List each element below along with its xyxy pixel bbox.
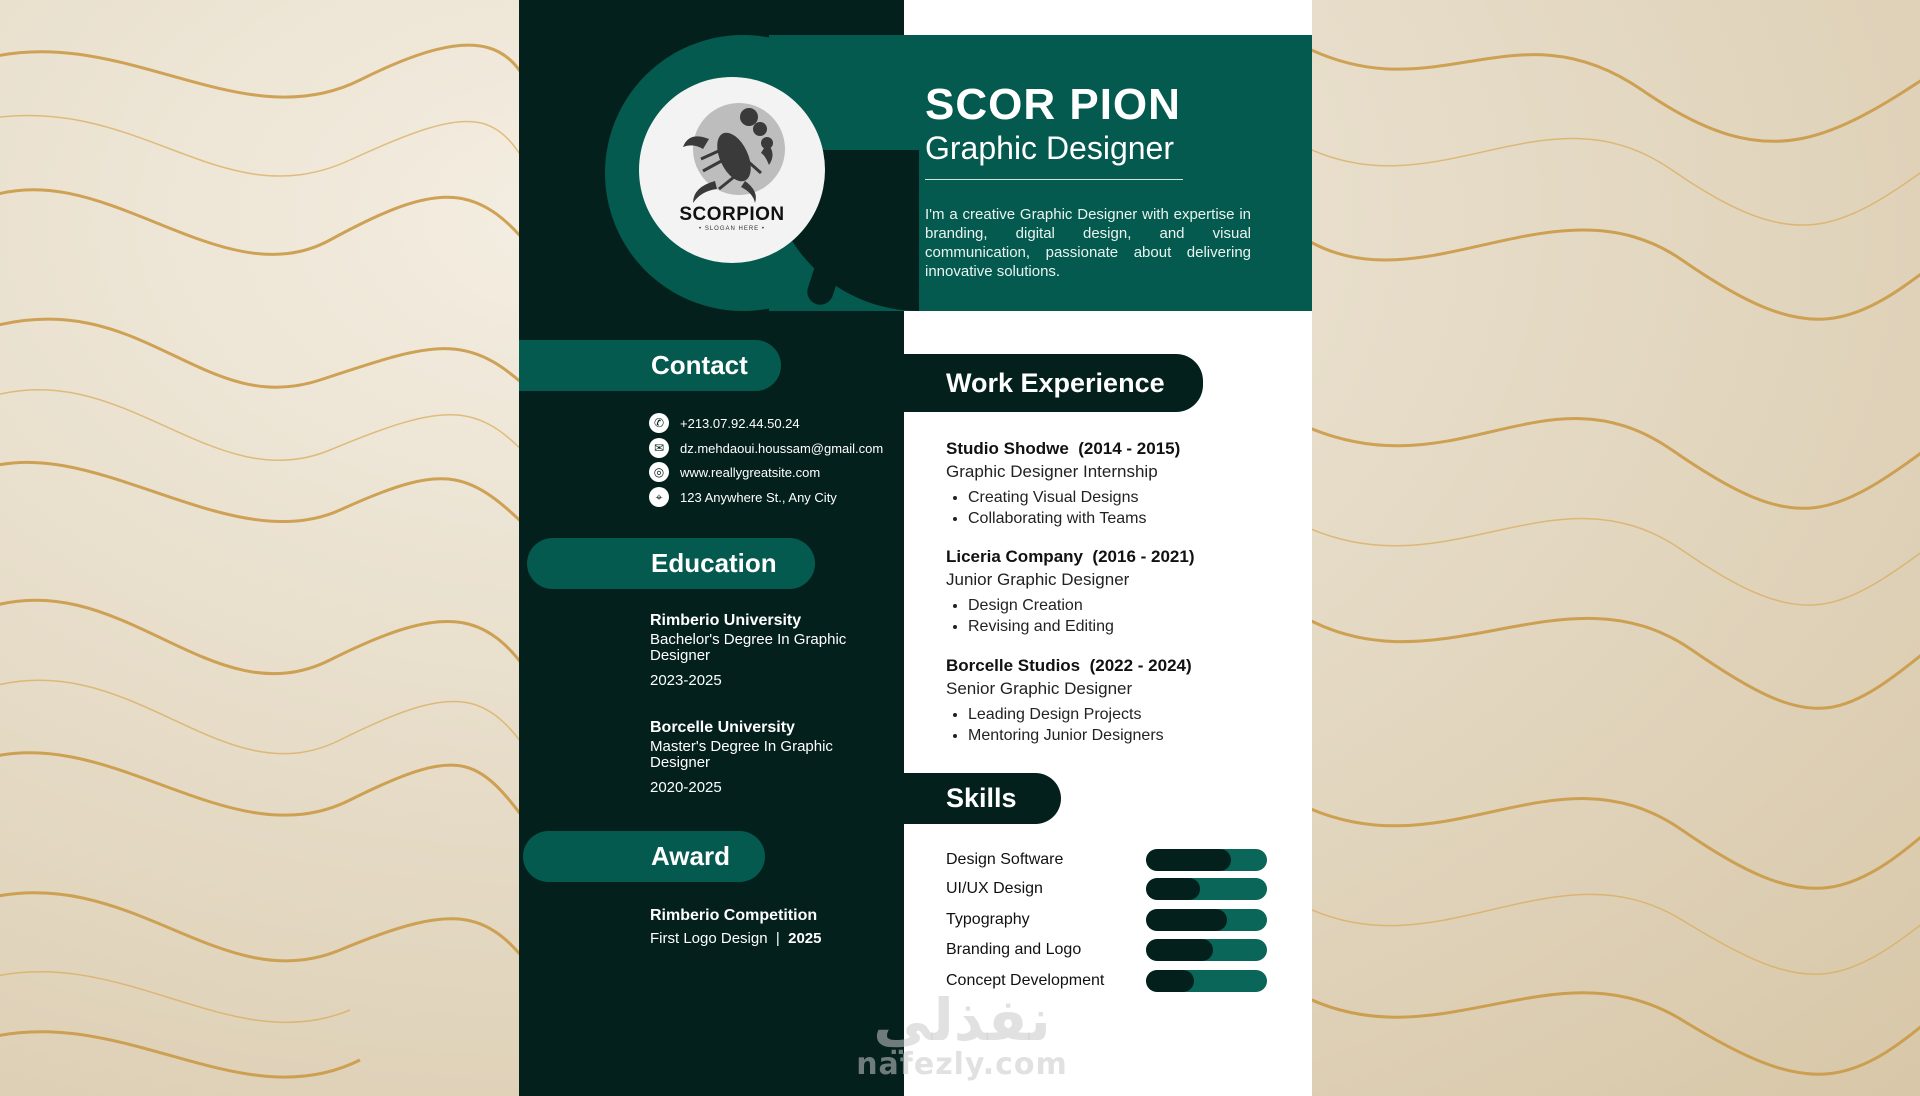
job-entry	[946, 656, 1276, 746]
skill-row	[946, 849, 1271, 871]
gold-wave-pattern-right	[1312, 0, 1920, 1096]
education-degree: Bachelor's Degree In Graphic Designer	[650, 631, 847, 664]
contact-address	[649, 486, 837, 508]
watermark	[852, 986, 1072, 1082]
candidate-bio: I'm a creative Graphic Designer with expertise in branding, digital design, and visual communication, passionate about delivering innovative solutions.	[925, 206, 1251, 280]
scorpion-icon	[639, 77, 825, 263]
job-role: Senior Graphic Designer	[946, 679, 1133, 698]
watermark-arabic: نفذلي	[873, 986, 1051, 1054]
job-duties	[946, 704, 1276, 746]
award-detail	[650, 930, 822, 947]
candidate-name: SCOR PION	[925, 80, 1181, 129]
contact-phone[interactable]	[649, 412, 800, 434]
skill-name: Branding and Logo	[946, 941, 1082, 958]
job-company: Liceria Company (2016 - 2021)	[946, 547, 1195, 566]
education-heading: Education	[527, 538, 815, 589]
skill-name: Design Software	[946, 851, 1064, 868]
skill-row	[946, 939, 1271, 961]
job-role: Graphic Designer Internship	[946, 462, 1158, 481]
job-duty: • Creating Visual Designs	[968, 487, 1276, 508]
skill-bar	[1146, 878, 1267, 900]
skills-heading: Skills	[904, 773, 1061, 824]
skill-bar-fill	[1146, 849, 1231, 871]
award-year: 2025	[788, 930, 822, 947]
job-company: Borcelle Studios (2022 - 2024)	[946, 656, 1192, 675]
logo-slogan: • SLOGAN HERE •	[699, 226, 765, 232]
education-years: 2023-2025	[650, 672, 722, 689]
contact-phone-text: +213.07.92.44.50.24	[680, 415, 800, 431]
phone-icon: ✆	[649, 413, 669, 433]
contact-website-text: www.reallygreatsite.com	[680, 464, 821, 480]
award-detail-text: First Logo Design |	[650, 930, 789, 947]
contact-heading: Contact	[519, 340, 781, 391]
award-heading: Award	[523, 831, 765, 882]
job-duties	[946, 595, 1276, 637]
skill-bar	[1146, 939, 1267, 961]
job-duty: • Collaborating with Teams	[968, 508, 1276, 529]
skill-row	[946, 878, 1271, 900]
skill-bar-fill	[1146, 939, 1213, 961]
candidate-role: Graphic Designer	[925, 130, 1174, 166]
mail-icon: ✉	[649, 438, 669, 458]
education-school: Rimberio University	[650, 612, 802, 629]
job-company: Studio Shodwe (2014 - 2015)	[946, 439, 1181, 458]
title-divider	[925, 179, 1183, 180]
job-entry	[946, 439, 1276, 529]
skill-bar-fill	[1146, 970, 1194, 992]
education-school: Borcelle University	[650, 719, 795, 736]
globe-icon: ◎	[649, 462, 669, 482]
watermark-latin: nafezly.com	[856, 1047, 1068, 1082]
profile-logo	[639, 77, 825, 263]
skill-bar	[1146, 970, 1267, 992]
resume-page	[519, 0, 1312, 1096]
work-experience-heading: Work Experience	[904, 354, 1203, 412]
job-entry	[946, 547, 1276, 637]
contact-website[interactable]	[649, 461, 820, 483]
gold-wave-pattern-left	[0, 0, 520, 1096]
job-role: Junior Graphic Designer	[946, 570, 1130, 589]
skill-bar-fill	[1146, 909, 1227, 931]
award-name: Rimberio Competition	[650, 907, 818, 924]
skill-name: Typography	[946, 911, 1030, 928]
contact-address-text: 123 Anywhere St., Any City	[680, 489, 837, 505]
logo-wordmark: SCORPION	[679, 204, 785, 225]
skill-name: Concept Development	[946, 972, 1105, 989]
education-degree: Master's Degree In Graphic Designer	[650, 738, 833, 771]
skill-bar	[1146, 909, 1267, 931]
job-duty: • Design Creation	[968, 595, 1276, 616]
job-duty: • Leading Design Projects	[968, 704, 1276, 725]
contact-email-text: dz.mehdaoui.houssam@gmail.com	[680, 440, 884, 456]
job-duty: • Revising and Editing	[968, 616, 1276, 637]
skill-bar-fill	[1146, 878, 1200, 900]
skill-bar	[1146, 849, 1267, 871]
skill-row	[946, 909, 1271, 931]
skill-name: UI/UX Design	[946, 880, 1043, 897]
job-duty: • Mentoring Junior Designers	[968, 725, 1276, 746]
contact-email[interactable]	[649, 437, 883, 459]
job-duties	[946, 487, 1276, 529]
education-years: 2020-2025	[650, 779, 722, 796]
location-icon: ⌖	[649, 487, 669, 507]
